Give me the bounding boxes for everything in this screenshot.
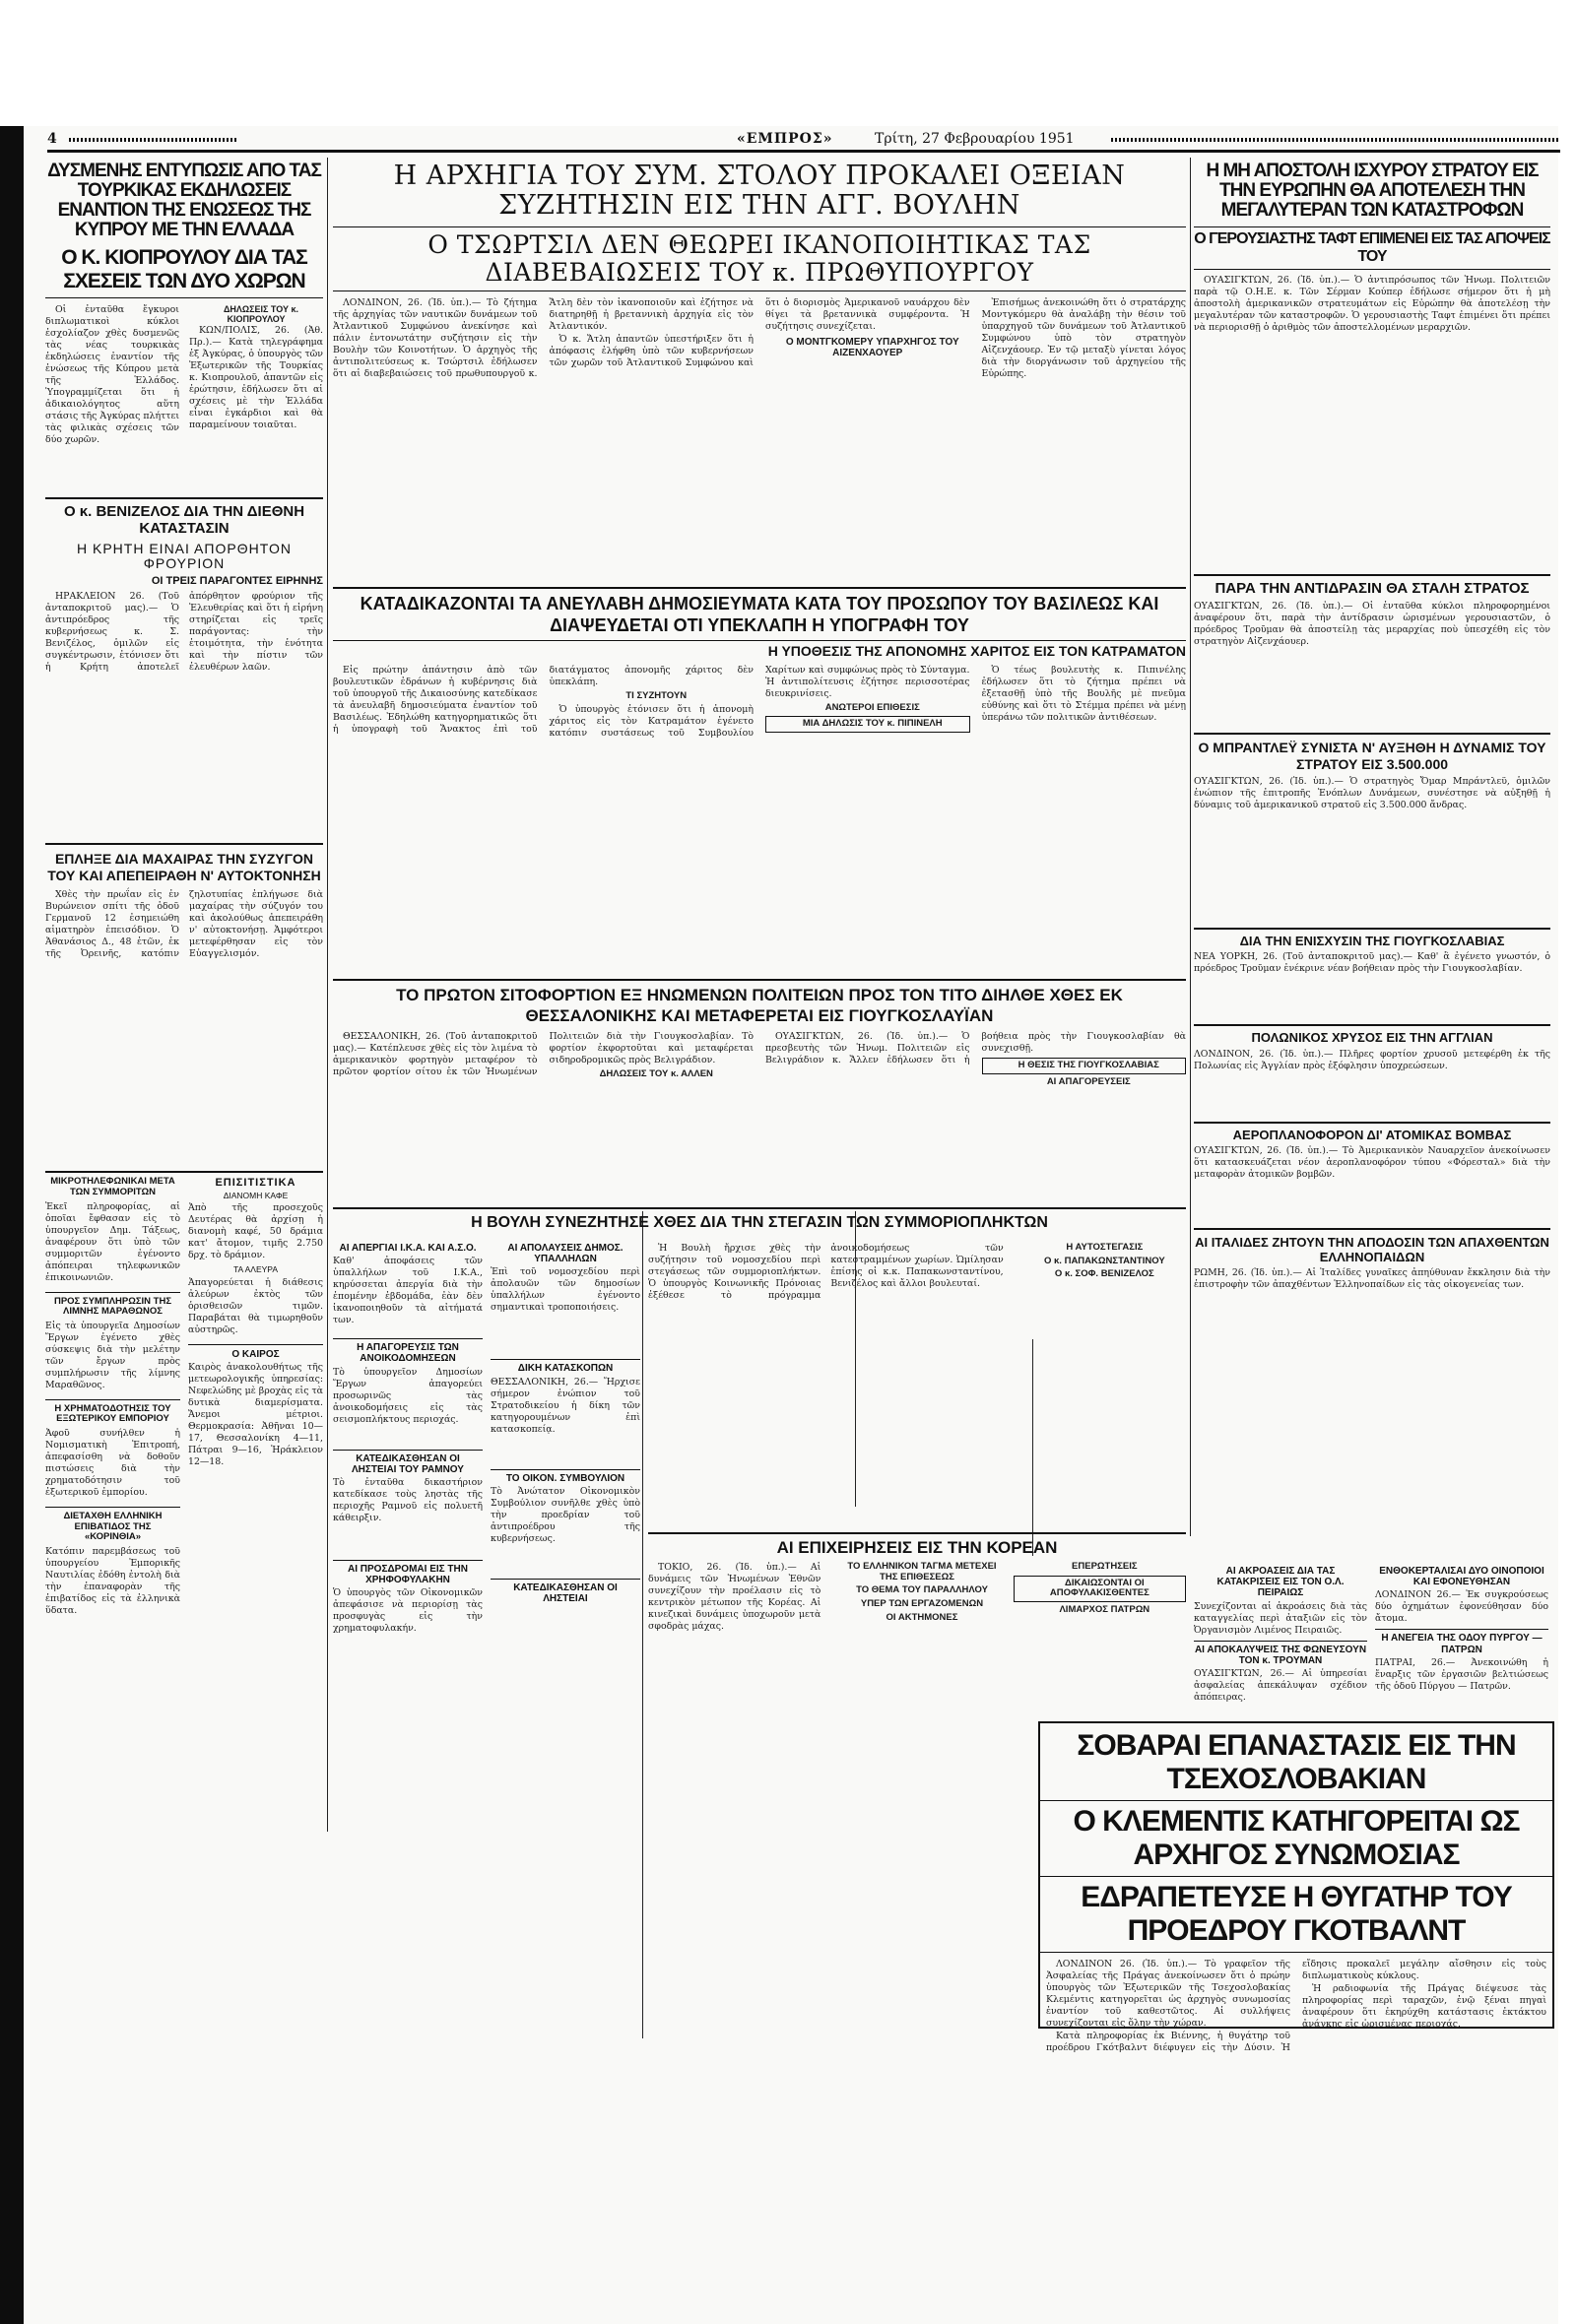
article-spy-body: ΘΕΣΣΑΛΟΝΙΚΗ, 26.— Ἤρχισε σήμερον ἐνώπιον τοῦ Στρατοδικείου ἡ δίκη τῶν κατηγορουμένων ἐπὶ κατασκοπείᾳ. xyxy=(491,1376,640,1435)
subhead-turkey: Ο Κ. ΚΙΟΠΡΟΥΛΟΥ ΔΙΑ ΤΑΣ ΣΧΕΣΕΙΣ ΤΩΝ ΔΥΟ ΧΩΡΩΝ xyxy=(45,246,323,298)
article-paragraph: Ὁ κ. Ἄτλη ἀπαντῶν ὑπεστήριξεν ὅτι ἡ ἀπόφασις ἐλήφθη ὑπὸ τῶν κυβερνήσεων τῶν χωρῶν τοῦ Ἀτλαντικοῦ Συμφώνου καὶ ὅτι ὁ διορισμὸς Ἀμερικανοῦ ναυάρχου δὲν θίγει τὰ βρεταννικὰ συμφέροντα. Ἡ συζήτησις συνεχίζεται. xyxy=(549,297,970,368)
article-ramnous-body: Τὸ ἐνταῦθα δικαστήριον κατεδίκασε τοὺς ληστὰς τῆς περιοχῆς Ραμνοῦ εἰς πολυετῆ κάθειρξιν. xyxy=(333,1476,483,1523)
headline-carrier: ΑΕΡΟΠΛΑΝΟΦΟΡΟΝ ΔΙ' ΑΤΟΜΙΚΑΣ ΒΟΜΒΑΣ xyxy=(1194,1122,1550,1143)
left-column xyxy=(45,161,323,1727)
article-knife-body xyxy=(45,889,323,1165)
headline-civil-servants: ΑΙ ΑΠΟΛΑΥΣΕΙΣ ΔΗΜΟΣ. ΥΠΑΛΛΗΛΩΝ xyxy=(507,1243,624,1265)
headline-knife-attack: ΕΠΛΗΞΕ ΔΙΑ ΜΑΧΑΙΡΑΣ ΤΗΝ ΣΥΖΥΓΟΝ ΤΟΥ ΚΑΙ ΑΠΕΠΕΙΡΑΘΗ Ν' ΑΥΤΟΚΤΟΝΗΣΗ xyxy=(47,851,321,884)
headline-ika-strike: ΑΙ ΑΠΕΡΓΙΑΙ Ι.Κ.Α. ΚΑΙ Α.Σ.Ο. xyxy=(339,1243,477,1254)
article-marathon-body: Εἰς τὰ ὑπουργεῖα Δημοσίων Ἔργων ἐγένετο χθὲς σύσκεψις διὰ τὴν μελέτην τῶν ἔργων πρὸς συμπλήρωσιν τῆς λίμνης Μαραθῶνος. xyxy=(45,1320,180,1390)
czech-story-box xyxy=(1038,1721,1554,2053)
headline-italian-women: ΑΙ ΙΤΑΛΙΔΕΣ ΖΗΤΟΥΝ ΤΗΝ ΑΠΟΔΟΣΙΝ ΤΩΝ ΑΠΑΧΘΕΝΤΩΝ ΕΛΛΗΝΟΠΑΙΔΩΝ xyxy=(1194,1228,1550,1264)
article-paragraph: Οἱ ἐνταῦθα ἔγκυροι διπλωματικοὶ κύκλοι ἐσχολίαζον χθὲς δυσμενῶς τὰς νέας τουρκικὰς ἐκδηλώσεις ἐναντίον τῆς ἑνώσεως τῆς Κύπρου μετὰ τῆς Ἑλλάδος. Ὑπογραμμίζεται ὅτι ἡ ἀδικαιολόγητος αὕτη στάσις τῆς Ἀγκύρας πλήττει τὰς φιλικὰς σχέσεις τῶν δύο χωρῶν. xyxy=(45,304,179,445)
article-crosshead-yugoslav-position: Η ΘΕΣΙΣ ΤΗΣ ΓΙΟΥΓΚΟΣΛΑΒΙΑΣ xyxy=(982,1058,1187,1074)
headline-turkey: ΔΥΣΜΕΝΗΣ ΕΝΤΥΠΩΣΙΣ ΑΠΟ ΤΑΣ ΤΟΥΡΚΙΚΑΣ ΕΚΔΗΛΩΣΕΙΣ ΕΝΑΝΤΙΟΝ ΤΗΣ ΕΝΩΣΕΩΣ ΤΗΣ ΚΥΠΡΟΥ ΜΕ ΤΗΝ ΕΛΛΑΔΑ xyxy=(47,161,321,240)
article-crosshead: Ο κ. ΠΑΠΑΚΩΝΣΤΑΝΤΙΝΟΥ xyxy=(1043,1255,1165,1266)
article-crosshead-montgomery: Ο ΜΟΝΤΓΚΟΜΕΡΥ ΥΠΑΡΧΗΓΟΣ ΤΟΥ ΑΙΖΕΝΧΑΟΥΕΡ xyxy=(785,337,959,359)
article-crosshead-bans: ΑΙ ΑΠΑΓΟΡΕΥΣΕΙΣ xyxy=(1046,1075,1131,1087)
article-paragraph: Ὁ ὑπουργὸς ἐτόνισεν ὅτι ἡ ἀπονομὴ χάριτος εἰς τὸν Κατραμάτον ἐγένετο κατόπιν συστάσεως τοῦ Συμβουλίου Χαρίτων καὶ συμφώνως πρὸς τὸ Σύνταγμα. Ἡ ἀντιπολίτευσις ἐζήτησε περισσοτέρας διευκρινίσεις. xyxy=(549,664,970,740)
headline-trade-finance: Η ΧΡΗΜΑΤΟΔΟΤΗΣΙΣ ΤΟΥ ΕΞΩΤΕΡΙΚΟΥ ΕΜΠΟΡΙΟΥ xyxy=(45,1399,180,1425)
article-crosshead-allen: ΔΗΛΩΣΕΙΣ ΤΟΥ κ. ΑΛΛΕΝ xyxy=(599,1068,713,1079)
article-crosshead: ΛΙΜΑΡΧΟΣ ΠΑΤΡΩΝ xyxy=(1059,1603,1150,1615)
article-carrier-body: ΟΥΑΣΙΓΚΤΩΝ, 26. (Ἰδ. ὑπ.).— Τὸ Ἀμερικανικὸν Ναυαρχεῖον ἀνεκοίνωσεν ὅτι κατασκευάζεται νέον ἀεροπλανοφόρον τύπου «Φόρεσταλ» διὰ τὴν μεταφορὰν ἀτομικῶν βομβῶν. xyxy=(1194,1145,1550,1181)
headline-venizelos: Ο κ. ΒΕΝΙΖΕΛΟΣ ΔΙΑ ΤΗΝ ΔΙΕΘΝΗ ΚΑΤΑΣΤΑΣΙΝ xyxy=(63,503,305,537)
article-venizelos-body xyxy=(45,591,323,837)
article-crosshead: ΟΙ ΑΚΤΗΜΟΝΕΣ xyxy=(886,1611,958,1623)
column-rule xyxy=(642,1211,643,2038)
article-paragraph: Ἡ ραδιοφωνία τῆς Πράγας διέψευσε τὰς πληροφορίας περὶ ταραχῶν, ἐνῷ ξέναι πηγαὶ ἀναφέρουν ὅτι ἐκηρύχθη κατάστασις ἐκτάκτου ἀνάγκης εἰς ὡρισμένας περιοχάς. xyxy=(1302,1983,1546,2030)
headline-gottwald-daughter: ΕΔΡΑΠΕΤΕΥΣΕ Η ΘΥΓΑΤΗΡ ΤΟΥ ΠΡΟΕΔΡΟΥ ΓΚΟΤΒΑΛΝΤ xyxy=(1040,1877,1552,1953)
header-rule-right xyxy=(1111,138,1560,142)
article-paragraph: ΤΟΚΙΟ, 26. (Ἰδ. ὑπ.).— Αἱ δυνάμεις τῶν Ἡνωμένων Ἐθνῶν συνεχίζουν τὴν προέλασιν εἰς τὸ κεντρικὸν μέτωπον τῆς Κορέας. Αἱ κινεζικαὶ δυνάμεις ὑποχωροῦν μετὰ σφοδρὰς μάχας. xyxy=(648,1562,821,1633)
section-rule xyxy=(333,587,1186,589)
subhead-katramatos: Η ΥΠΟΘΕΣΙΣ ΤΗΣ ΑΠΟΝΟΜΗΣ ΧΑΡΙΤΟΣ ΕΙΣ ΤΟΝ ΚΑΤΡΑΜΑΤΟΝ xyxy=(333,640,1186,660)
article-crosshead: ΤΟ ΕΛΛΗΝΙΚΟΝ ΤΑΓΜΑ ΜΕΤΕΧΕΙ ΤΗΣ ΕΠΙΘΕΣΕΩΣ xyxy=(847,1561,997,1582)
running-header xyxy=(47,129,1560,153)
headline-stock-exchange: ΑΙ ΠΡΟΣΔΡΟΜΑΙ ΕΙΣ ΤΗΝ ΧΡΗΦΟΦΥΛΑΚΗΝ xyxy=(333,1560,483,1585)
article-taft-body xyxy=(1194,275,1550,570)
headline-truman-plot: ΑΙ ΑΠΟΚΑΛΥΨΕΙΣ ΤΗΣ ΦΩΝΕΥΣΟΥΝ ΤΟΝ κ. ΤΡΟΥΜΑΝ xyxy=(1194,1641,1367,1666)
headline-weather: Ο ΚΑΙΡΟΣ xyxy=(188,1344,323,1360)
headline-rebuild-ban: Η ΑΠΑΓΟΡΕΥΣΙΣ ΤΩΝ ΑΝΟΙΚΟΔΟΜΗΣΕΩΝ xyxy=(333,1338,483,1364)
headline-troops-sent: ΠΑΡΑ ΤΗΝ ΑΝΤΙΔΡΑΣΙΝ ΘΑ ΣΤΑΛΗ ΣΤΡΑΤΟΣ xyxy=(1194,574,1550,598)
headline-polish-gold: ΠΟΛΩΝΙΚΟΣ ΧΡΥΣΟΣ ΕΙΣ ΤΗΝ ΑΓΓΛΙΑΝ xyxy=(1194,1024,1550,1046)
headline-czech-revolt: ΣΟΒΑΡΑΙ ΕΠΑΝΑΣΤΑΣΙΣ ΕΙΣ ΤΗΝ ΤΣΕΧΟΣΛΟΒΑΚΙΑΝ xyxy=(1040,1723,1552,1801)
subhead-crete: Η ΚΡΗΤΗ ΕΙΝΑΙ ΑΠΟΡΘΗΤΟΝ ΦΡΟΥΡΙΟΝ xyxy=(77,540,292,572)
king-story xyxy=(333,593,1186,975)
header-rule-left xyxy=(69,138,236,142)
subhead-churchill: Ο ΤΣΩΡΤΣΙΛ ΔΕΝ ΘΕΩΡΕΙ ΙΚΑΝΟΠΟΙΗΤΙΚΑΣ ΤΑΣ ΔΙΑΒΕΒΑΙΩΣΕΙΣ ΤΟΥ κ. ΠΡΩΘΥΠΟΥΡΓΟΥ xyxy=(333,226,1186,291)
article-rebuild-body: Τὸ ὑπουργεῖον Δημοσίων Ἔργων ἀπαγορεύει προσωρινῶς τὰς ἀνοικοδομήσεις εἰς τὰς σεισμοπλήκτους περιοχάς. xyxy=(333,1366,483,1425)
article-paragraph: ΟΥΑΣΙΓΚΤΩΝ, 26. (Ἰδ. ὑπ.).— Ὁ πρεσβευτὴς τῶν Ἡνωμ. Πολιτειῶν εἰς Βελιγράδιον κ. Ἄλλεν ἐδήλωσεν ὅτι ἡ βοήθεια πρὸς τὴν Γιουγκοσλαβίαν θὰ συνεχισθῇ. xyxy=(765,1031,1186,1065)
article-turkey-body xyxy=(45,304,323,491)
article-pyrgos-body: ΠΑΤΡΑΙ, 26.— Ἀνεκοινώθη ἡ ἔναρξις τῶν ἐργασιῶν βελτιώσεως τῆς ὁδοῦ Πύργου — Πατρῶν. xyxy=(1375,1656,1548,1692)
article-korinthia-body: Κατόπιν παρεμβάσεως τοῦ ὑπουργείου Ἐμπορικῆς Ναυτιλίας ἐδόθη ἐντολὴ διὰ τὴν ἐπαναφορὰν τῆς ἐπιβατίδος εἰς τὰ ἑλληνικὰ ὕδατα. xyxy=(45,1545,180,1616)
article-paragraph: ΚΩΝ/ΠΟΛΙΣ, 26. (Ἀθ. Πρ.).— Κατὰ τηλεγράφημα ἐξ Ἀγκύρας, ὁ ὑπουργὸς τῶν Ἐξωτερικῶν τῆς Τουρκίας κ. Κιοπρουλοῦ, ἀπαντῶν εἰς ἐρώτησιν, ἐδήλωσεν ὅτι αἱ σχέσεις μὲ τὴν Ἑλλάδα εἶναι ἐγκάρδιοι καὶ θὰ παραμείνουν τοιαῦται. xyxy=(189,325,323,431)
article-paragraph: Ἡ Βουλὴ ἤρχισε χθὲς τὴν συζήτησιν τοῦ νομοσχεδίου περὶ στεγάσεως τῶν συμμοριοπλήκτων. Ὁ ὑπουργὸς Κοινωνικῆς Πρόνοιας ἐξέθεσε τὸ πρόγραμμα ἀνοικοδομήσεως τῶν κατεστραμμένων χωρίων. Ὡμίλησαν ἐπίσης οἱ κ.κ. Παπακωνσταντίνου, Βενιζέλος καὶ ἄλλοι βουλευταί. xyxy=(648,1243,1004,1301)
article-fleet-body xyxy=(333,297,1186,580)
headline-wheat: ΤΟ ΠΡΩΤΟΝ ΣΙΤΟΦΟΡΤΙΟΝ ΕΞ ΗΝΩΜΕΝΩΝ ΠΟΛΙΤΕΙΩΝ ΠΡΟΣ ΤΟΝ ΤΙΤΟ ΔΙΗΛΘΕ ΧΘΕΣ ΕΚ ΘΕΣΣΑΛΟΝΙΚΗΣ ΚΑΙ ΜΕΤΑΦΕΡΕΤΑΙ ΕΙΣ ΓΙΟΥΓΚΟΣΛΑΥΪΑΝ xyxy=(396,986,1123,1025)
headline-king: ΚΑΤΑΔΙΚΑΖΟΝΤΑΙ ΤΑ ΑΝΕΥΛΑΒΗ ΔΗΜΟΣΙΕΥΜΑΤΑ ΚΑΤΑ ΤΟΥ ΠΡΟΣΩΠΟΥ ΤΟΥ ΒΑΣΙΛΕΩΣ ΚΑΙ ΔΙΑΨΕΥΔΕΤΑΙ ΟΤΙ ΥΠΕΚΛΑΠΗ Η ΥΠΟΓΡΑΦΗ ΤΟΥ xyxy=(360,594,1159,635)
headline-microphones: ΜΙΚΡΟΤΗΛΕΦΩΝΙΚΑΙ ΜΕΤΑ ΤΩΝ ΣΥΜΜΟΡΙΤΩΝ xyxy=(50,1176,175,1197)
article-crosshead: ΤΟ ΘΕΜΑ ΤΟΥ ΠΑΡΑΛΛΗΛΟΥ xyxy=(856,1584,988,1596)
article-crosshead: Ο κ. ΣΟΦ. ΒΕΝΙΖΕΛΟΣ xyxy=(1054,1268,1154,1280)
headline-yugoslavia-aid: ΔΙΑ ΤΗΝ ΕΝΙΣΧΥΣΙΝ ΤΗΣ ΓΙΟΥΓΚΟΣΛΑΒΙΑΣ xyxy=(1194,928,1550,949)
column-rule xyxy=(327,158,328,1832)
article-civil-servants-body: Ἐπὶ τοῦ νομοσχεδίου περὶ ἀπολαυῶν τῶν δημοσίων ὑπαλλήλων ἐγένοντο σημαντικαὶ τροποποιήσεις. xyxy=(491,1266,640,1314)
headline-ramnous: ΚΑΤΕΔΙΚΑΣΘΗΣΑΝ ΟΙ ΛΗΣΤΕΙΑΙ ΤΟΥ ΡΑΜΝΟΥ xyxy=(333,1450,483,1475)
article-czech-body xyxy=(1040,1953,1552,2071)
headline-spy-trial: ΔΙΚΗ ΚΑΤΑΣΚΟΠΩΝ xyxy=(491,1359,640,1374)
article-truman-body: ΟΥΑΣΙΓΚΤΩΝ, 26.— Αἱ ὑπηρεσίαι ἀσφαλείας ἀπεκάλυψαν σχέδιον ἀπόπειρας. xyxy=(1194,1667,1367,1703)
subhead-coffee: ΔΙΑΝΟΜΗ ΚΑΦΕ xyxy=(223,1190,289,1200)
article-stock-body: Ὁ ὑπουργὸς τῶν Οἰκονομικῶν ἀπεφάσισε νὰ περιορίσῃ τὰς προσφυγὰς εἰς τὴν χρηματοφυλακήν. xyxy=(333,1587,483,1635)
article-econ-body: Τὸ Ἀνώτατον Οἰκονομικὸν Συμβούλιον συνῆλθε χθὲς ὑπὸ τὴν προεδρίαν τοῦ ἀντιπροέδρου τῆς κυβερνήσεως. xyxy=(491,1485,640,1544)
article-crosshead: ΑΝΩΤΕΡΟΙ ΕΠΙΘΕΣΙΣ xyxy=(824,701,920,713)
article-paragraph: ΟΥΑΣΙΓΚΤΩΝ, 26. (Ἰδ. ὑπ.).— Ὁ ἀντιπρόσωπος τῶν Ἡνωμ. Πολιτειῶν παρὰ τῷ Ο.Η.Ε. κ. Τῶν Σέρμαν Κούπερ ἐδήλωσε σήμερον ὅτι ἡ μὴ ἀποστολὴ ἀμερικανικῶν στρατευμάτων εἰς Εὐρώπην θὰ ἀποτελέσῃ τὴν μεγαλυτέραν τῶν καταστροφῶν. Ὁ γερουσιαστὴς Ταφτ ἐπιμένει ὅτι πρέπει νὰ περιορισθῇ ὁ ἀριθμὸς τῶν ἀποστελλομένων μεραρχιῶν. xyxy=(1194,275,1550,333)
page-number: 4 xyxy=(47,131,57,147)
article-paragraph: Ἐπισήμως ἀνεκοινώθη ὅτι ὁ στρατάρχης Μοντγκόμερυ θὰ ἀναλάβῃ τὴν θέσιν τοῦ ὑπαρχηγοῦ τῶν δυνάμεων τοῦ Ἀτλαντικοῦ Συμφώνου ὑπὸ τὸν στρατηγὸν Αἰζενχάουερ. Ἐν τῷ μεταξὺ γίνεται λόγος διὰ τὴν διοργάνωσιν τοῦ ἀρχηγείου τῆς Εὐρώπης. xyxy=(981,297,1186,379)
headline-korinthia: ΔΙΕΤΑΧΘΗ ΕΛΛΗΝΙΚΗ ΕΠΙΒΑΤΙΔΟΣ ΤΗΣ «ΚΟΡΙΝΘΙΑ» xyxy=(45,1507,180,1543)
article-paragraph: Ὁ τέως βουλευτὴς κ. Πιπινέλης ἐδήλωσεν ὅτι τὸ ζήτημα πρέπει νὰ ἐξετασθῇ ὑπὸ τῆς Βουλῆς μὲ πνεῦμα εὐθύνης καὶ ὅτι τὸ Στέμμα πρέπει νὰ μένῃ ὑπεράνω τῶν πολιτικῶν ἀντιθέσεων. xyxy=(981,664,1186,723)
headline-korea: ΑΙ ΕΠΙΧΕΙΡΗΣΕΙΣ ΕΙΣ ΤΗΝ ΚΟΡΕΑΝ xyxy=(776,1538,1058,1557)
wheat-story xyxy=(333,985,1186,1203)
headline-europe-army: Η ΜΗ ΑΠΟΣΤΟΛΗ ΙΣΧΥΡΟΥ ΣΤΡΑΤΟΥ ΕΙΣ ΤΗΝ ΕΥΡΩΠΗΝ ΘΑ ΑΠΟΤΕΛΕΣΗ ΤΗΝ ΜΕΓΑΛΥΤΕΡΑΝ ΤΩΝ ΚΑΤΑΣΤΡΟΦΩΝ xyxy=(1206,161,1539,221)
article-trade-finance-body: Ἀφοῦ συνήλθεν ἡ Νομισματικὴ Ἐπιτροπή, ἀπεφασίσθη νὰ δοθοῦν πιστώσεις διὰ τὴν χρηματοδότησιν τοῦ ἐξωτερικοῦ ἐμπορίου. xyxy=(45,1428,180,1498)
article-paragraph: ΗΡΑΚΛΕΙΟΝ 26. (Τοῦ ἀνταποκριτοῦ μας).— Ὁ ἀντιπρόεδρος τῆς κυβερνήσεως κ. Σ. Βενιζέλος, ὁμιλῶν εἰς συγκέντρωσιν, ἐτόνισεν ὅτι ἡ Κρήτη ἀποτελεῖ ἀπόρθητον φρούριον τῆς Ἐλευθερίας καὶ ὅτι ἡ εἰρήνη στηρίζεται εἰς τρεῖς παράγοντας: τὴν ἑτοιμότητα, τὴν ἑνότητα καὶ τὴν πίστιν τῶν ἐλευθέρων λαῶν. xyxy=(45,591,323,674)
column-rule xyxy=(1190,158,1191,1536)
article-bradley-body: ΟΥΑΣΙΓΚΤΩΝ, 26. (Ἰδ. ὑπ.).— Ὁ στρατηγὸς Ὄμαρ Μπράντλεϋ, ὁμιλῶν ἐνώπιον τῆς ἐπιτροπῆς Ἐνόπλων Δυνάμεων, συνέστησε νὰ αὐξηθῇ ἡ δύναμις τοῦ ἀμερικανικοῦ στρατοῦ εἰς 3.500.000 ἄνδρας. xyxy=(1194,775,1550,810)
section-rule xyxy=(333,979,1186,981)
headline-pyrgos-road: Η ΑΝΕΓΕΙΑ ΤΗΣ ΟΔΟΥ ΠΥΡΓΟΥ — ΠΑΤΡΩΝ xyxy=(1375,1629,1548,1654)
article-crosshead: ΔΙΚΑΙΩΣΟΝΤΑΙ ΟΙ ΑΠΟΦΥΛΑΚΙΣΘΕΝΤΕΣ xyxy=(1014,1576,1186,1602)
headline-econ-council: ΤΟ ΟΙΚΟΝ. ΣΥΜΒΟΥΛΙΟΝ xyxy=(491,1469,640,1484)
article-coffee-body: Ἀπὸ τῆς προσεχοῦς Δευτέρας θὰ ἀρχίσῃ ἡ διανομὴ καφέ, 50 δράμια κατ' ἄτομον, τιμῆς 2.750 δρχ. τὸ δράμιον. xyxy=(188,1202,323,1261)
article-crosshead: ΕΠΕΡΩΤΗΣΕΙΣ xyxy=(1072,1561,1138,1573)
center-top-story xyxy=(333,161,1186,580)
subhead-taft: Ο ΓΕΡΟΥΣΙΑΣΤΗΣ ΤΑΦΤ ΕΠΙΜΕΝΕΙ ΕΙΣ ΤΑΣ ΑΠΟΨΕΙΣ ΤΟΥ xyxy=(1194,226,1550,270)
issue-date: Τρίτη, 27 Φεβρουαρίου 1951 xyxy=(875,131,1075,147)
headline-bradley: Ο ΜΠΡΑΝΤΛΕΫ ΣΥΝΙΣΤΑ Ν' ΑΥΞΗΘΗ Η ΔΥΝΑΜΙΣ ΤΟΥ ΣΤΡΑΤΟΥ ΕΙΣ 3.500.000 xyxy=(1194,733,1550,773)
article-flour-body: Ἀπαγορεύεται ἡ διάθεσις ἀλεύρων ἐκτὸς τῶν ὁρισθεισῶν τιμῶν. Παραβάται θὰ τιμωρηθοῦν αὐστηρῶς. xyxy=(188,1276,323,1335)
article-polish-gold-body: ΛΟΝΔΙΝΟΝ, 26. (Ἰδ. ὑπ.).— Πλῆρες φορτίον χρυσοῦ μετεφέρθη ἐκ τῆς Πολωνίας εἰς Ἀγγλίαν πρὸς ἐξόφλησιν ὑποχρεώσεων. xyxy=(1194,1048,1550,1071)
housing-story xyxy=(648,1243,1186,1528)
right-column xyxy=(1194,161,1550,1560)
article-king-body xyxy=(333,665,1186,960)
article-crosshead: ΤΙ ΣΥΖΗΤΟΥΝ xyxy=(625,689,688,701)
headline-accident: ΕΝΘΟΚΕΡΤΑΛΙΣΑΙ ΔΥΟ ΟΙΝΟΠΟΙΟΙ ΚΑΙ ΕΦΟΝΕΥΘΗΣΑΝ xyxy=(1379,1566,1544,1588)
article-paragraph: ΛΟΝΔΙΝΟΝ, 26. (Ἰδ. ὑπ.).— Τὸ ζήτημα τῆς ἀρχηγίας τῶν ναυτικῶν δυνάμεων τοῦ Ἀτλαντικοῦ Συμφώνου ἀνεκίνησε καὶ πάλιν ἐντονωτάτην συζήτησιν εἰς τὴν Βουλὴν τῶν Κοινοτήτων. Ὁ ἀρχηγὸς τῆς ἀντιπολιτεύσεως κ. Τσώρτσιλ ἐδήλωσεν ὅτι αἱ διαβεβαιώσεις τοῦ πρωθυπουργοῦ κ. Ἄτλη δὲν τὸν ἱκανοποιοῦν καὶ ἐζήτησε νὰ διατηρηθῇ ἡ βρεταννικὴ ἀρχηγία εἰς τὸν Ἀτλαντικόν. xyxy=(333,297,754,379)
article-crosshead-pipinelis: ΜΙΑ ΔΗΛΩΣΙΣ ΤΟΥ κ. ΠΙΠΙΝΕΛΗ xyxy=(765,716,970,733)
article-paragraph: Χθὲς τὴν πρωΐαν εἰς ἐν Βυρώνειον σπίτι τῆς ὁδοῦ Γερμανοῦ 12 ἐσημειώθη αἱματηρὸν ἐπεισόδιον. Ὁ Ἀθανάσιος Δ., 48 ἐτῶν, ἐκ τῆς Ὀρεινῆς, κατόπιν ζηλοτυπίας ἐπλήγωσε διὰ μαχαίρας τὴν σύζυγόν του καὶ ἀκολούθως ἀπεπειράθη ν' αὐτοκτονήσῃ. Ἀμφότεροι μετεφέρθησαν εἰς τὸν Εὐαγγελισμόν. xyxy=(45,889,323,960)
article-paragraph: Εἰς πρώτην ἀπάντησιν ἀπὸ τῶν βουλευτικῶν ἐδράνων ἡ κυβέρνησις διὰ τοῦ ὑπουργοῦ τῆς Δικαιοσύνης κατεδίκασε τὰ ἀνευλαβῆ δημοσιεύματα ἐναντίον τοῦ Βασιλέως. Ἐδηλώθη κατηγορηματικῶς ὅτι ἡ ὑπογραφὴ τοῦ Ἄνακτος ἐπὶ τοῦ διατάγματος ἀπονομῆς χάριτος δὲν ὑπεκλάπη. xyxy=(333,664,754,735)
article-crosshead: ΔΗΛΩΣΕΙΣ ΤΟΥ κ. ΚΙΟΠΡΟΥΛΟΥ xyxy=(223,304,299,325)
headline-provisions: ΕΠΙΣΙΤΙΣΤΙΚΑ xyxy=(215,1177,296,1190)
binding-spine xyxy=(0,126,24,2324)
article-troops-body: ΟΥΑΣΙΓΚΤΩΝ, 26. (Ἰδ. ὑπ.).— Οἱ ἐνταῦθα κύκλοι πληροφορημένοι ἀναφέρουν ὅτι, παρὰ τὴν ἀντίδρασιν ὡρισμένων γερουσιαστῶν, ὁ πρόεδρος Τροῦμαν θὰ ἀποστείλῃ τὰς μεραρχίας ποὺ ὑπεσχέθη εἰς τὸν στρατηγὸν Αἰζενχάουερ. xyxy=(1194,600,1550,647)
article-crosshead: Η ΑΥΤΟΣΤΕΓΑΣΙΣ xyxy=(1066,1243,1144,1253)
article-piraeus-body: Συνεχίζονται αἱ ἀκροάσεις διὰ τὰς καταγγελίας περὶ ἀταξιῶν εἰς τὸν Ὀργανισμὸν Λιμένος Πειραιῶς. xyxy=(1194,1600,1367,1636)
article-crosshead: ΥΠΕΡ ΤΩΝ ΕΡΓΑΖΟΜΕΝΩΝ xyxy=(860,1597,984,1609)
article-paragraph: ΘΕΣΣΑΛΟΝΙΚΗ, 26. (Τοῦ ἀνταποκριτοῦ μας).— Κατέπλευσε χθὲς εἰς τὸν λιμένα τὸ ἀμερικανικὸν φορτηγὸν μεταφέρον τὸ πρῶτον φορτίον σίτου ἐκ τῶν Ἡνωμένων Πολιτειῶν διὰ τὴν Γιουγκοσλαβίαν. Τὸ φορτίον ἐκφορτοῦται καὶ μεταφέρεται σιδηροδρομικῶς πρὸς Βελιγράδιον. xyxy=(333,1031,754,1077)
article-weather-body: Καιρὸς ἀνακολουθήτως τῆς μετεωρολογικῆς ὑπηρεσίας: Νεφελώδης μὲ βροχὰς εἰς τὰ δυτικὰ διαμερίσματα. Ἄνεμοι μέτριοι. Θερμοκρασία: Ἀθῆναι 10—17, Θεσσαλονίκη 4—11, Πάτραι 9—16, Ἡράκλειον 12—18. xyxy=(188,1361,323,1467)
article-yugoslavia-aid-body: ΝΕΑ ΥΟΡΚΗ, 26. (Τοῦ ἀνταποκριτοῦ μας).— Καθ' ἃ ἐγένετο γνωστόν, ὁ πρόεδρος Τροῦμαν ἐνέκρινε νέαν βοήθειαν πρὸς τὴν Γιουγκοσλαβίαν. xyxy=(1194,951,1550,975)
article-ika-body: Καθ' ἀποφάσεις τῶν ὑπαλλήλων τοῦ Ι.Κ.Α., κηρύσσεται ἀπεργία διὰ τὴν ἐπομένην ἑβδομάδα, ἐὰν δὲν ἱκανοποιηθοῦν τὰ αἰτήματά των. xyxy=(333,1256,483,1326)
headline-housing: Η ΒΟΥΛΗ ΣΥΝΕΖΗΤΗΣΕ ΧΘΕΣ ΔΙΑ ΤΗΝ ΣΤΕΓΑΣΙΝ ΤΩΝ ΣΥΜΜΟΡΙΟΠΛΗΚΤΩΝ xyxy=(471,1214,1048,1231)
subhead-flour: ΤΑ ΑΛΕΥΡΑ xyxy=(232,1264,279,1275)
article-italian-women-body: ΡΩΜΗ, 26. (Ἰδ. ὑπ.).— Αἱ Ἰταλίδες γυναῖκες ἀπηύθυναν ἔκκλησιν διὰ τὴν ἐπιστροφὴν τῶν ἀπαχθέντων Ἑλληνοπαίδων εἰς τὰς οἰκογενείας των. xyxy=(1194,1267,1550,1291)
headline-fleet-command: Η ΑΡΧΗΓΙΑ ΤΟΥ ΣΥΜ. ΣΤΟΛΟΥ ΠΡΟΚΑΛΕΙ ΟΞΕΙΑΝ ΣΥΖΗΤΗΣΙΝ ΕΙΣ ΤΗΝ ΑΓΓ. ΒΟΥΛΗΝ xyxy=(393,161,1126,221)
article-wheat-body xyxy=(333,1031,1186,1198)
article-accident-body: ΛΟΝΔΙΝΟΝ 26.— Ἐκ συγκρούσεως δύο ὀχημάτων ἐφονεύθησαν δύο ἄτομα. xyxy=(1375,1589,1548,1625)
right-small-news xyxy=(1194,1566,1550,1713)
headline-robberies: ΚΑΤΕΔΙΚΑΣΘΗΣΑΝ ΟΙ ΛΗΣΤΕΙΑΙ xyxy=(491,1579,640,1604)
section-rule xyxy=(333,1207,1186,1209)
section-rule xyxy=(648,1532,1186,1534)
subhead-peace-factors: ΟΙ ΤΡΕΙΣ ΠΑΡΑΓΟΝΤΕΣ ΕΙΡΗΝΗΣ xyxy=(151,574,323,587)
article-paragraph: ΛΟΝΔΙΝΟΝ 26. (Ἰδ. ὑπ.).— Τὸ γραφεῖον τῆς Ἀσφαλείας τῆς Πράγας ἀνεκοίνωσεν ὅτι ὁ πρώην ὑπουργὸς τῶν Ἐξωτερικῶν τῆς Τσεχοσλοβακίας Κλεμέντις κατηγορεῖται ὡς ἀρχηγὸς συνωμοσίας ἐναντίον τοῦ καθεστῶτος. Αἱ συλλήψεις συνεχίζονται εἰς ὅλην τὴν χώραν. xyxy=(1046,1959,1290,2029)
masthead: «ΕΜΠΡΟΣ» xyxy=(737,131,833,147)
article-microphones-body: Ἐκεῖ πληροφορίας, αἱ ὁποῖαι ἔφθασαν εἰς τὸ ὑπουργεῖον Δημ. Τάξεως, ἀναφέρουν ὅτι ὑπὸ τῶν συμμοριτῶν ἐγένοντο ἀπόπειραι τηλεφωνικῶν ἐπικοινωνιῶν. xyxy=(45,1200,180,1283)
small-news-column xyxy=(333,1243,640,2031)
headline-clementis: Ο ΚΛΕΜΕΝΤΙΣ ΚΑΤΗΓΟΡΕΙΤΑΙ ΩΣ ΑΡΧΗΓΟΣ ΣΥΝΩΜΟΣΙΑΣ xyxy=(1040,1801,1552,1877)
headline-piraeus-hearings: ΑΙ ΑΚΡΟΑΣΕΙΣ ΔΙΑ ΤΑΣ ΚΑΤΑΚΡΙΣΕΙΣ ΕΙΣ ΤΟΝ Ο.Λ. ΠΕΙΡΑΙΩΣ xyxy=(1216,1566,1345,1599)
article-paragraph: Κατὰ πληροφορίας ἐκ Βιέννης, ἡ θυγάτηρ τοῦ προέδρου Γκότβαλντ διέφυγεν εἰς τὴν Δύσιν. Ἡ εἴδησις προκαλεῖ μεγάλην αἴσθησιν εἰς τοὺς διπλωματικοὺς κύκλους. xyxy=(1046,1959,1546,2053)
headline-marathon: ΠΡΟΣ ΣΥΜΠΛΗΡΩΣΙΝ ΤΗΣ ΛΙΜΝΗΣ ΜΑΡΑΘΩΝΟΣ xyxy=(45,1292,180,1318)
article-housing-body xyxy=(648,1243,1186,1523)
